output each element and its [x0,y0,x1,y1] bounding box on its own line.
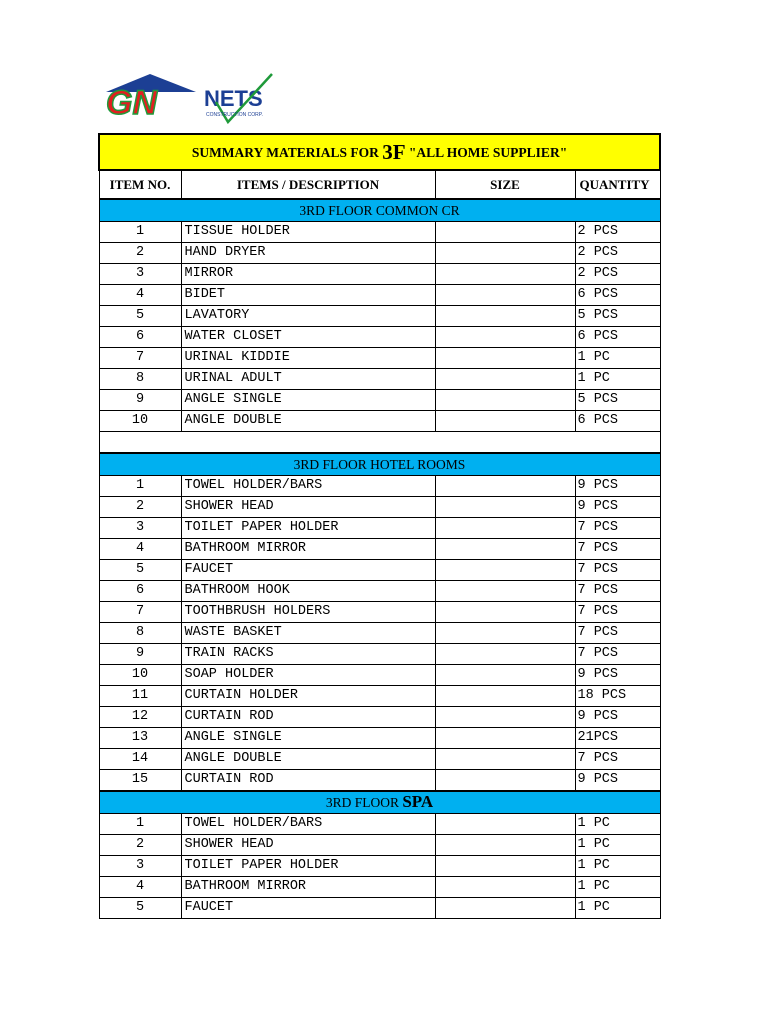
section-title-text: 3RD FLOOR [325,795,399,810]
cell-quantity: 6 PCS [575,411,660,432]
cell-quantity: 5 PCS [575,306,660,327]
cell-quantity: 1 PC [575,369,660,390]
cell-size [435,749,575,770]
cell-item-no: 5 [99,898,181,919]
cell-description: BATHROOM MIRROR [181,539,435,560]
cell-item-no: 4 [99,877,181,898]
cell-size [435,877,575,898]
table-row [99,369,660,390]
cell-item-no: 2 [99,835,181,856]
title-row [99,134,660,170]
cell-size [435,707,575,728]
cell-size [435,728,575,749]
cell-item-no: 7 [99,348,181,369]
table-row [99,264,660,285]
cell-item-no: 8 [99,369,181,390]
cell-item-no: 1 [99,222,181,243]
table-row [99,707,660,728]
section-header-row [99,453,660,476]
cell-quantity: 1 PC [575,835,660,856]
cell-item-no: 13 [99,728,181,749]
cell-description: TOOTHBRUSH HOLDERS [181,602,435,623]
cell-item-no: 3 [99,518,181,539]
blank-row [99,432,660,454]
cell-size [435,222,575,243]
table-row [99,581,660,602]
section-title [99,453,660,476]
cell-size [435,497,575,518]
cell-size [435,898,575,919]
cell-quantity: 1 PC [575,348,660,369]
cell-size [435,770,575,792]
cell-item-no: 11 [99,686,181,707]
cell-size [435,814,575,835]
cell-quantity: 6 PCS [575,327,660,348]
cell-size [435,348,575,369]
cell-item-no: 2 [99,497,181,518]
cell-quantity: 9 PCS [575,707,660,728]
cell-quantity: 1 PC [575,877,660,898]
table-row [99,497,660,518]
cell-description: ANGLE SINGLE [181,390,435,411]
cell-quantity: 9 PCS [575,476,660,497]
cell-description: SOAP HOLDER [181,665,435,686]
sheet-title [99,134,660,170]
table-row [99,623,660,644]
cell-item-no: 4 [99,285,181,306]
table-row [99,518,660,539]
materials-table [98,133,661,919]
cell-quantity: 21PCS [575,728,660,749]
cell-quantity: 9 PCS [575,665,660,686]
cell-size [435,390,575,411]
cell-description: WASTE BASKET [181,623,435,644]
cell-quantity: 1 PC [575,856,660,877]
table-row [99,856,660,877]
cell-quantity: 9 PCS [575,497,660,518]
cell-description: TOWEL HOLDER/BARS [181,814,435,835]
cell-quantity: 2 PCS [575,243,660,264]
table-row [99,390,660,411]
table-row [99,644,660,665]
cell-item-no: 1 [99,814,181,835]
cell-description: BIDET [181,285,435,306]
cell-size [435,856,575,877]
cell-item-no: 2 [99,243,181,264]
cell-quantity: 7 PCS [575,581,660,602]
gn-nets-logo-icon [104,72,282,124]
cell-item-no: 3 [99,264,181,285]
section-header-row [99,791,660,814]
table-row [99,411,660,432]
cell-size [435,623,575,644]
table-row [99,285,660,306]
title-prefix: SUMMARY MATERIALS FOR [191,144,379,160]
header-description: ITEMS / DESCRIPTION [181,170,435,199]
table-row [99,602,660,623]
table-row [99,835,660,856]
cell-size [435,369,575,390]
table-row [99,898,660,919]
cell-description: URINAL KIDDIE [181,348,435,369]
cell-quantity: 1 PC [575,898,660,919]
cell-description: TRAIN RACKS [181,644,435,665]
cell-quantity: 7 PCS [575,518,660,539]
table-row [99,306,660,327]
table-row [99,560,660,581]
cell-item-no: 9 [99,390,181,411]
cell-item-no: 15 [99,770,181,792]
cell-item-no: 6 [99,581,181,602]
cell-description: TOILET PAPER HOLDER [181,856,435,877]
cell-size [435,665,575,686]
cell-size [435,285,575,306]
table-row [99,728,660,749]
cell-description: SHOWER HEAD [181,835,435,856]
cell-item-no: 10 [99,665,181,686]
cell-size [435,476,575,497]
table-row [99,539,660,560]
cell-size [435,835,575,856]
cell-quantity: 2 PCS [575,264,660,285]
cell-size [435,686,575,707]
cell-item-no: 1 [99,476,181,497]
table-row [99,327,660,348]
cell-size [435,539,575,560]
table-row [99,686,660,707]
cell-description: SHOWER HEAD [181,497,435,518]
cell-quantity: 7 PCS [575,749,660,770]
cell-quantity: 1 PC [575,814,660,835]
company-logo [104,72,282,124]
cell-size [435,306,575,327]
table-row [99,348,660,369]
cell-quantity: 6 PCS [575,285,660,306]
cell-size [435,560,575,581]
cell-item-no: 12 [99,707,181,728]
cell-description: CURTAIN ROD [181,707,435,728]
cell-description: WATER CLOSET [181,327,435,348]
cell-size [435,264,575,285]
cell-size [435,411,575,432]
cell-quantity: 7 PCS [575,602,660,623]
cell-item-no: 10 [99,411,181,432]
cell-quantity: 7 PCS [575,623,660,644]
table-row [99,749,660,770]
cell-quantity: 9 PCS [575,770,660,792]
header-item-no: ITEM NO. [99,170,181,199]
cell-description: MIRROR [181,264,435,285]
cell-item-no: 7 [99,602,181,623]
cell-description: ANGLE DOUBLE [181,411,435,432]
cell-description: BATHROOM MIRROR [181,877,435,898]
table-row [99,877,660,898]
cell-description: FAUCET [181,898,435,919]
cell-description: ANGLE SINGLE [181,728,435,749]
cell-item-no: 14 [99,749,181,770]
cell-description: CURTAIN HOLDER [181,686,435,707]
table-row [99,770,660,792]
table-row [99,665,660,686]
cell-size [435,602,575,623]
table-row [99,243,660,264]
section-header-row [99,199,660,222]
title-suffix: "ALL HOME SUPPLIER" [408,144,568,160]
cell-description: LAVATORY [181,306,435,327]
cell-description: TOILET PAPER HOLDER [181,518,435,539]
header-size: SIZE [435,170,575,199]
cell-size [435,327,575,348]
cell-size [435,243,575,264]
logo-tagline: CONSTRUCTION CORP. [206,112,263,118]
table-row [99,476,660,497]
section-title-text: 3RD FLOOR COMMON CR [299,202,460,218]
cell-quantity: 5 PCS [575,390,660,411]
blank-cell [99,432,660,454]
section-title-text: 3RD FLOOR HOTEL ROOMS [293,456,466,472]
logo-nets-text: NETS [204,86,263,111]
cell-quantity: 7 PCS [575,539,660,560]
cell-item-no: 3 [99,856,181,877]
cell-description: HAND DRYER [181,243,435,264]
cell-description: URINAL ADULT [181,369,435,390]
cell-quantity: 2 PCS [575,222,660,243]
logo-gn-text: GN [106,84,157,122]
cell-quantity: 7 PCS [575,644,660,665]
table-row [99,222,660,243]
cell-size [435,581,575,602]
cell-description: ANGLE DOUBLE [181,749,435,770]
cell-quantity: 7 PCS [575,560,660,581]
title-floor: 3F [382,139,406,164]
header-quantity: QUANTITY [575,170,660,199]
section-title-emphasis: SPA [402,792,434,811]
cell-size [435,644,575,665]
cell-item-no: 9 [99,644,181,665]
header-row [99,170,660,199]
section-title [99,199,660,222]
cell-size [435,518,575,539]
cell-description: CURTAIN ROD [181,770,435,792]
cell-item-no: 5 [99,560,181,581]
cell-description: TISSUE HOLDER [181,222,435,243]
cell-description: FAUCET [181,560,435,581]
cell-description: TOWEL HOLDER/BARS [181,476,435,497]
cell-quantity: 18 PCS [575,686,660,707]
cell-item-no: 6 [99,327,181,348]
cell-item-no: 5 [99,306,181,327]
section-title [99,791,660,814]
cell-description: BATHROOM HOOK [181,581,435,602]
table-row [99,814,660,835]
cell-item-no: 8 [99,623,181,644]
cell-item-no: 4 [99,539,181,560]
